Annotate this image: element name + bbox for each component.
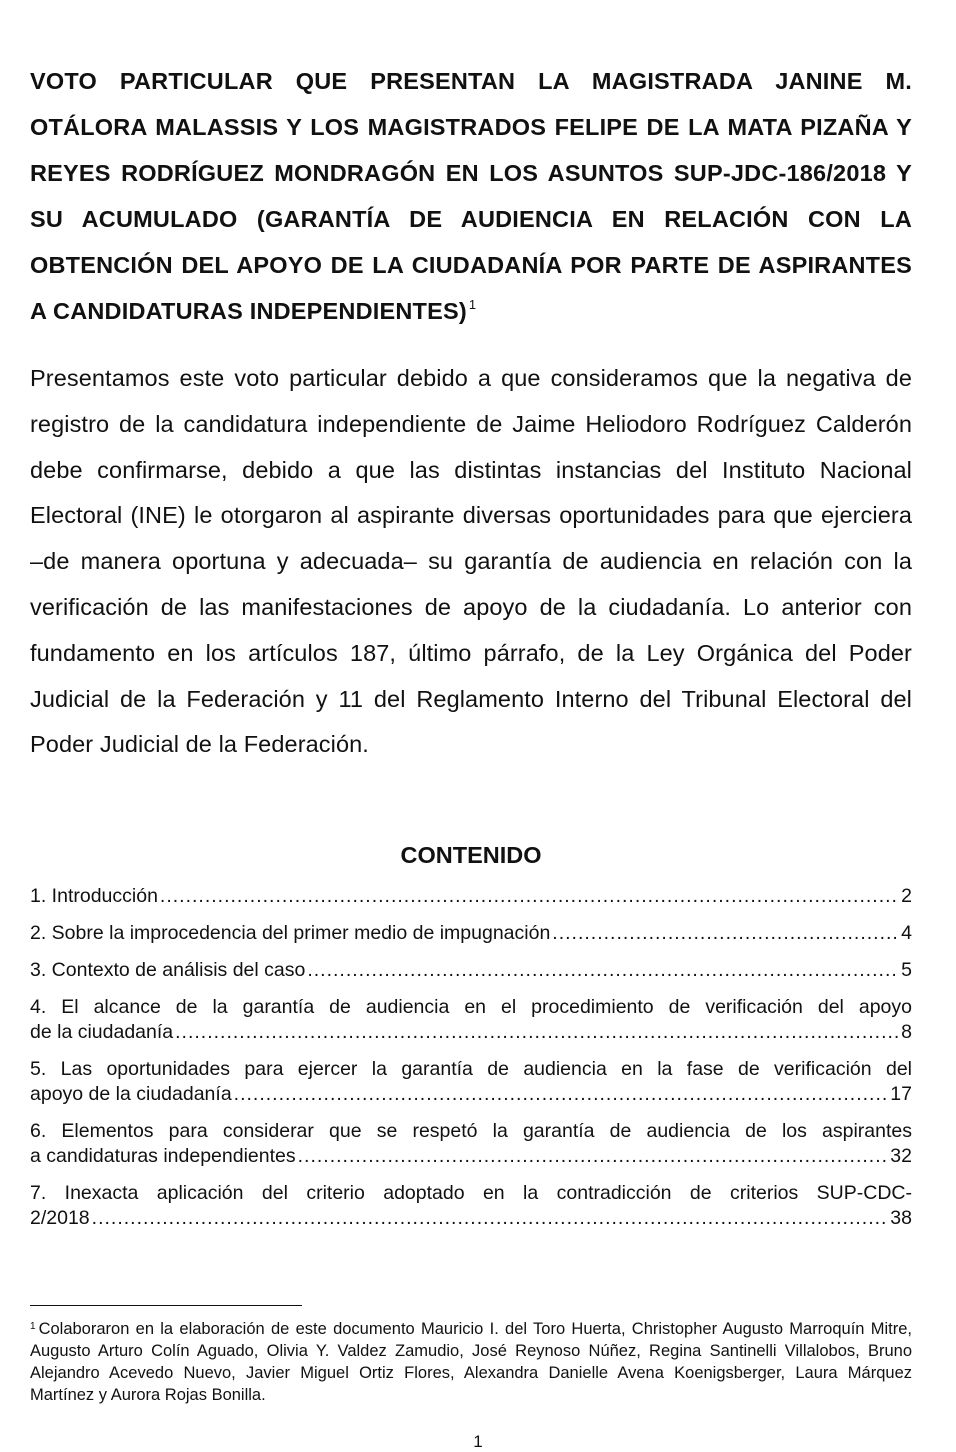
document-title	[30, 58, 912, 334]
toc-page-number: 2	[901, 885, 912, 908]
toc-entry-line	[30, 1144, 912, 1169]
table-of-contents	[30, 884, 912, 1231]
intro-paragraph: Presentamos este voto particular debido a que consideramos que la negativa de registro de la candidatura independiente de Jaime Heliodoro Rodríguez Calderón debe confirmarse, debido a que las distintas instancias del Instituto Nacional Electoral (INE) le otorgaron al aspirante diversas oportunidades para que ejerciera –de manera oportuna y adecuada– su garantía de audiencia en relación con la verificación de las manifestaciones de apoyo de la ciudadanía. Lo anterior con fundamento en los artículos 187, último párrafo, de la Ley Orgánica del Poder Judicial de la Federación y 11 del Reglamento Interno del Tribunal Electoral del Poder Judicial de la Federación.	[30, 365, 912, 758]
toc-entry-title-first-line: 5. Las oportunidades para ejercer la garantía de audiencia en la fase de verificación del	[30, 1058, 912, 1081]
toc-entry-title-first-line: 6. Elementos para considerar que se respetó la garantía de audiencia de los aspirantes	[30, 1120, 912, 1143]
toc-dot-leader	[175, 1020, 899, 1045]
toc-entry-title-first-line: 4. El alcance de la garantía de audiencia en el procedimiento de verificación del apoyo	[30, 996, 912, 1019]
toc-dot-leader	[307, 958, 899, 983]
toc-item[interactable]	[30, 995, 912, 1045]
toc-item[interactable]	[30, 1181, 912, 1231]
toc-page-number: 32	[890, 1145, 912, 1168]
footnote-number: 1	[30, 1321, 36, 1332]
contents-heading: CONTENIDO	[400, 842, 542, 869]
toc-entry-line	[30, 1020, 912, 1045]
footnote-text: Colaboraron en la elaboración de este documento Mauricio I. del Toro Huerta, Christopher Augusto Marroquín Mitre, Augusto Arturo Colín Aguado, Olivia Y. Valdez Zamudio, José Reynoso Núñez, Regina Santinelli Villalobos, Bruno Alejandro Acevedo Nuevo, Javier Miguel Ortiz Flores, Alexandra Danielle Avena Koenigsberger, Laura Márquez Martínez y Aurora Rojas Bonilla.	[30, 1320, 912, 1404]
toc-entry-title-first-line: 7. Inexacta aplicación del criterio adoptado en la contradicción de criterios SUP-CDC-	[30, 1182, 912, 1205]
toc-item[interactable]	[30, 1119, 912, 1169]
toc-item[interactable]	[30, 921, 912, 946]
footnote-separator	[30, 1305, 302, 1306]
footnote	[30, 1318, 912, 1406]
toc-page-number: 38	[890, 1207, 912, 1230]
page-number: 1	[473, 1432, 483, 1451]
footnote-ref[interactable]: 1	[468, 297, 477, 312]
toc-dot-leader	[234, 1082, 889, 1107]
document-page	[30, 58, 912, 1243]
toc-entry-line	[30, 1206, 912, 1231]
toc-entry-title: a candidaturas independientes	[30, 1145, 296, 1168]
toc-entry-title: 2/2018	[30, 1207, 90, 1230]
toc-dot-leader	[160, 884, 899, 909]
toc-entry-line	[30, 1082, 912, 1107]
toc-page-number: 5	[901, 959, 912, 982]
toc-page-number: 4	[901, 922, 912, 945]
toc-page-number: 17	[890, 1083, 912, 1106]
toc-page-number: 8	[901, 1021, 912, 1044]
toc-entry-line	[30, 884, 912, 909]
toc-entry-title: apoyo de la ciudadanía	[30, 1083, 232, 1106]
toc-dot-leader	[298, 1144, 889, 1169]
title-text: VOTO PARTICULAR QUE PRESENTAN LA MAGISTRADA JANINE M. OTÁLORA MALASSIS Y LOS MAGISTRADOS FELIPE DE LA MATA PIZAÑA Y REYES RODRÍGUEZ MONDRAGÓN EN LOS ASUNTOS SUP-JDC-186/2018 Y SU ACUMULADO (GARANTÍA DE AUDIENCIA EN RELACIÓN CON LA OBTENCIÓN DEL APOYO DE LA CIUDADANÍA POR PARTE DE ASPIRANTES A CANDIDATURAS INDEPENDIENTES)	[30, 68, 912, 324]
toc-entry-title: 3. Contexto de análisis del caso	[30, 959, 306, 982]
toc-entry-title: de la ciudadanía	[30, 1021, 174, 1044]
toc-dot-leader	[92, 1206, 889, 1231]
toc-dot-leader	[552, 921, 899, 946]
toc-entry-title: 1. Introducción	[30, 885, 158, 908]
toc-entry-line	[30, 921, 912, 946]
toc-entry-title: 2. Sobre la improcedencia del primer medio de impugnación	[30, 922, 551, 945]
toc-item[interactable]	[30, 1057, 912, 1107]
toc-entry-line	[30, 958, 912, 983]
toc-item[interactable]	[30, 958, 912, 983]
toc-item[interactable]	[30, 884, 912, 909]
